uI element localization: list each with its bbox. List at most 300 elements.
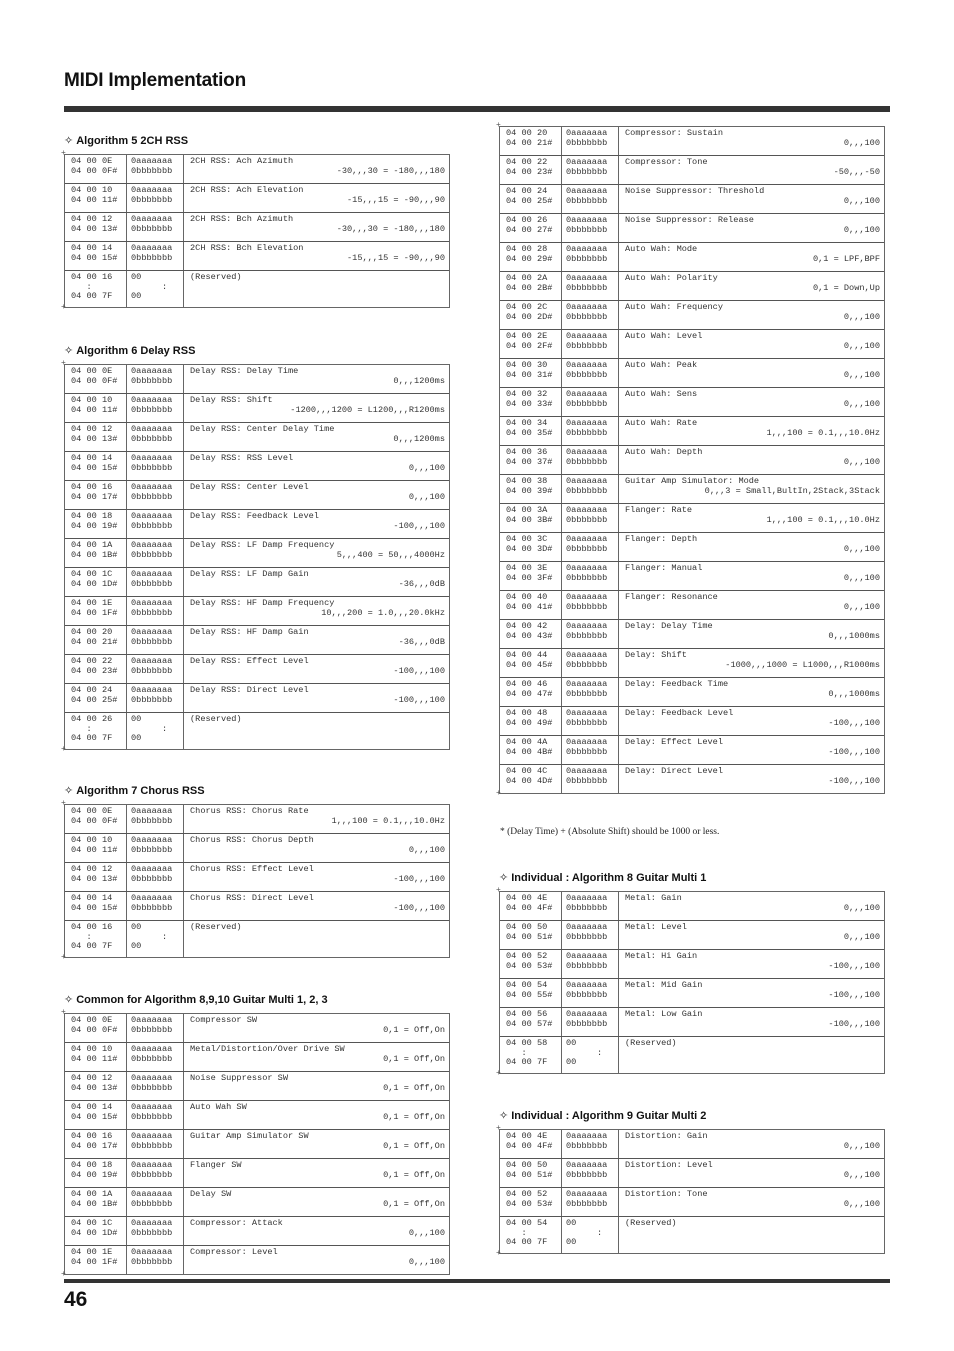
section-heading [64,993,450,1007]
parameter-name: Flanger: Resonance [625,592,718,602]
data-bits-cell: 0aaaaaaa 0bbbbbbb [127,892,184,920]
data-bits-cell: 0aaaaaaa 0bbbbbbb [562,127,619,155]
parameter-name: Delay RSS: LF Damp Frequency [190,540,335,550]
parameter-name: Noise Suppressor: Release [625,215,754,225]
data-bits-cell: 0aaaaaaa 0bbbbbbb [562,1130,619,1158]
address-cell: 04 00 3E 04 00 3F# [500,562,562,590]
description-cell [619,765,884,793]
footnote: * (Delay Time) + (Absolute Shift) should be 1000 or less. [500,827,720,837]
parameter-range: 0,,,100 [843,543,880,554]
data-bits-cell: 0aaaaaaa 0bbbbbbb [127,1188,184,1216]
data-bits-cell: 00 : 00 [127,921,184,957]
parameter-name: Distortion: Gain [625,1131,708,1141]
address-cell: 04 00 2C 04 00 2D# [500,301,562,329]
table-row [65,155,449,184]
description-cell [184,892,449,920]
parameter-range: 0,,,100 [843,572,880,583]
table-row [500,591,884,620]
parameter-range: 1,,,100 = 0.1,,,10.0Hz [766,427,880,438]
address-cell: + 04 00 0E 04 00 0F# [65,155,127,183]
description-cell [619,359,884,387]
data-bits-cell: 0aaaaaaa 0bbbbbbb [562,446,619,474]
description-cell [619,1130,884,1158]
header-rule [64,106,890,112]
address-cell: 04 00 44 04 00 45# [500,649,562,677]
table-row [500,979,884,1008]
address-cell: 04 00 58 : 04 00 7F [500,1037,562,1073]
address-cell: 04 00 1C 04 00 1D# [65,1217,127,1245]
parameter-name: Auto Wah: Peak [625,360,698,370]
data-bits-cell: 0aaaaaaa 0bbbbbbb [562,504,619,532]
description-cell [619,892,884,920]
parameter-name: Delay: Feedback Level [625,708,734,718]
parameter-range: 0,,,1200ms [393,375,445,386]
parameter-name: Delay RSS: Feedback Level [190,511,319,521]
parameter-name: Chorus RSS: Chorus Rate [190,806,309,816]
data-bits-cell: 0aaaaaaa 0bbbbbbb [562,475,619,503]
parameter-name: (Reserved) [190,714,242,724]
description-cell [184,921,449,957]
section-heading [64,784,450,798]
description-cell [619,417,884,445]
parameter-range: -36,,,0dB [398,636,445,647]
table-row [65,805,449,834]
table-row [65,655,449,684]
description-cell [184,481,449,509]
address-cell: 04 00 2E 04 00 2F# [500,330,562,358]
parameter-range: -100,,,100 [393,873,445,884]
data-bits-cell: 0aaaaaaa 0bbbbbbb [127,184,184,212]
parameter-range: -100,,,100 [828,775,880,786]
parameter-name: Delay RSS: Direct Level [190,685,309,695]
parameter-name: (Reserved) [625,1218,677,1228]
address-cell: 04 00 34 04 00 35# [500,417,562,445]
address-cell: + 04 00 20 04 00 21# [500,127,562,155]
table-row [65,892,449,921]
address-cell: 04 00 14 04 00 15# [65,452,127,480]
section-title: Algorithm 7 Chorus RSS [76,785,205,797]
table-row [500,272,884,301]
description-cell [184,365,449,393]
description-cell [184,655,449,683]
description-cell [184,1043,449,1071]
description-cell [184,834,449,862]
parameter-range: 0,1 = Off,On [383,1140,445,1151]
table-row [65,1159,449,1188]
parameter-name: (Reserved) [625,1038,677,1048]
address-cell: 04 00 12 04 00 13# [65,213,127,241]
table-row [500,649,884,678]
address-cell: 04 00 4A 04 00 4B# [500,736,562,764]
parameter-range: 1,,,100 = 0.1,,,10.0Hz [331,815,445,826]
parameter-range: 0,,,100 [843,369,880,380]
parameter-range: 0,,,100 [408,491,445,502]
address-cell: 04 00 16 : 04 00 7F [65,921,127,957]
parameter-range: 0,,,100 [843,931,880,942]
parameter-range: 0,1 = Off,On [383,1198,445,1209]
data-bits-cell: 0aaaaaaa 0bbbbbbb [562,272,619,300]
parameter-range: -100,,,100 [393,665,445,676]
parameter-table [64,154,450,308]
description-cell [619,446,884,474]
table-row [65,597,449,626]
parameter-name: Guitar Amp Simulator: Mode [625,476,760,486]
table-row [65,184,449,213]
address-cell: 04 00 48 04 00 49# [500,707,562,735]
parameter-range: -100,,,100 [393,520,445,531]
parameter-name: Flanger: Rate [625,505,693,515]
address-cell: 04 00 16 04 00 17# [65,1130,127,1158]
data-bits-cell: 0aaaaaaa 0bbbbbbb [562,950,619,978]
data-bits-cell: 00 : 00 [562,1037,619,1073]
table-row [500,156,884,185]
address-cell: 04 00 40 04 00 41# [500,591,562,619]
description-cell [619,185,884,213]
parameter-name: Delay RSS: HF Damp Gain [190,627,309,637]
parameter-range: 0,1 = Off,On [383,1053,445,1064]
description-cell [619,1037,884,1073]
address-cell: 04 00 1E 04 00 1F# [65,1246,127,1274]
table-row [500,1188,884,1217]
table-row [500,330,884,359]
address-cell: 04 00 1A 04 00 1B# [65,1188,127,1216]
description-cell [619,504,884,532]
table-row [65,1246,449,1274]
table-row [65,626,449,655]
address-cell: 04 00 28 04 00 29# [500,243,562,271]
description-cell [184,626,449,654]
address-cell: 04 00 4C 04 00 4D# [500,765,562,793]
address-cell: 04 00 20 04 00 21# [65,626,127,654]
table-row [65,242,449,271]
description-cell [619,301,884,329]
parameter-name: Delay: Shift [625,650,687,660]
address-cell: 04 00 3A 04 00 3B# [500,504,562,532]
description-cell [184,1101,449,1129]
data-bits-cell: 0aaaaaaa 0bbbbbbb [127,423,184,451]
description-cell [619,1008,884,1036]
data-bits-cell: 00 : 00 [562,1217,619,1253]
data-bits-cell: 0aaaaaaa 0bbbbbbb [127,452,184,480]
diamond-icon: ✧ [499,872,509,884]
parameter-range: 0,1 = Off,On [383,1024,445,1035]
parameter-range: 0,,,1000ms [828,630,880,641]
parameter-name: Delay RSS: Center Level [190,482,309,492]
address-cell: 04 00 32 04 00 33# [500,388,562,416]
table-row [500,214,884,243]
table-row [500,1008,884,1037]
parameter-range: 0,,,1200ms [393,433,445,444]
parameter-range: 0,,,100 [843,195,880,206]
data-bits-cell: 0aaaaaaa 0bbbbbbb [562,707,619,735]
parameter-name: 2CH RSS: Ach Azimuth [190,156,294,166]
description-cell [184,863,449,891]
parameter-range: 0,,,100 [843,311,880,322]
table-row [65,921,449,957]
parameter-name: Compressor: Attack [190,1218,283,1228]
address-cell: 04 00 38 04 00 39# [500,475,562,503]
parameter-range: -100,,,100 [828,746,880,757]
address-cell: + 04 00 4E 04 00 4F# [500,1130,562,1158]
parameter-table [64,1013,450,1275]
data-bits-cell: 0aaaaaaa 0bbbbbbb [562,1188,619,1216]
table-row [65,1130,449,1159]
parameter-name: Compressor SW [190,1015,258,1025]
parameter-range: 0,1 = Off,On [383,1169,445,1180]
parameter-range: -30,,,30 = -180,,,180 [336,165,445,176]
description-cell [184,155,449,183]
description-cell [619,562,884,590]
diamond-icon: ✧ [64,135,74,147]
parameter-name: Metal: Hi Gain [625,951,698,961]
table-row [500,388,884,417]
data-bits-cell: 0aaaaaaa 0bbbbbbb [127,242,184,270]
parameter-table [499,891,885,1074]
data-bits-cell: 0aaaaaaa 0bbbbbbb [562,979,619,1007]
parameter-range: -1000,,,1000 = L1000,,,R1000ms [725,659,880,670]
description-cell [184,510,449,538]
address-cell: + 04 00 0E 04 00 0F# [65,805,127,833]
description-cell [619,921,884,949]
address-cell: 04 00 36 04 00 37# [500,446,562,474]
table-row [65,510,449,539]
parameter-name: Delay: Effect Level [625,737,723,747]
address-cell: + 04 00 4E 04 00 4F# [500,892,562,920]
description-cell [619,127,884,155]
table-row [65,481,449,510]
parameter-range: -15,,,15 = -90,,,90 [347,252,445,263]
parameter-range: 0,1 = Down,Up [812,282,880,293]
data-bits-cell: 0aaaaaaa 0bbbbbbb [127,1072,184,1100]
section-algorithm-7 [64,784,450,958]
parameter-name: 2CH RSS: Ach Elevation [190,185,304,195]
data-bits-cell: 0aaaaaaa 0bbbbbbb [562,921,619,949]
data-bits-cell: 0aaaaaaa 0bbbbbbb [127,655,184,683]
description-cell [184,539,449,567]
address-cell: 04 00 46 04 00 47# [500,678,562,706]
parameter-range: 0,1 = Off,On [383,1082,445,1093]
address-cell: 04 00 26 04 00 27# [500,214,562,242]
description-cell [619,156,884,184]
description-cell [184,805,449,833]
section-heading [499,871,885,885]
parameter-range: -1200,,,1200 = L1200,,,R1200ms [290,404,445,415]
address-cell: 04 00 54 04 00 55# [500,979,562,1007]
parameter-table [64,804,450,958]
parameter-name: Flanger SW [190,1160,242,1170]
parameter-name: Metal: Gain [625,893,682,903]
data-bits-cell: 0aaaaaaa 0bbbbbbb [562,359,619,387]
table-row [500,504,884,533]
data-bits-cell: 0aaaaaaa 0bbbbbbb [562,417,619,445]
address-cell: 04 00 14 04 00 15# [65,1101,127,1129]
section-title: Individual : Algorithm 8 Guitar Multi 1 [511,872,707,884]
parameter-range: 0,,,100 [843,456,880,467]
section-algorithm-8 [499,871,885,1074]
address-cell: 04 00 42 04 00 43# [500,620,562,648]
parameter-name: Flanger: Depth [625,534,698,544]
table-row [500,243,884,272]
table-row [65,684,449,713]
section-title: Algorithm 5 2CH RSS [76,135,189,147]
data-bits-cell: 0aaaaaaa 0bbbbbbb [127,805,184,833]
table-row [500,446,884,475]
table-row [65,1043,449,1072]
table-row [500,533,884,562]
table-row [500,620,884,649]
address-cell: 04 00 24 04 00 25# [500,185,562,213]
section-heading [64,134,450,148]
table-row [500,417,884,446]
page-number: 46 [64,1288,88,1311]
description-cell [184,452,449,480]
diamond-icon: ✧ [499,1110,509,1122]
parameter-name: Chorus RSS: Direct Level [190,893,314,903]
parameter-name: Distortion: Tone [625,1189,708,1199]
description-cell [619,620,884,648]
address-cell: 04 00 12 04 00 13# [65,423,127,451]
data-bits-cell: 0aaaaaaa 0bbbbbbb [127,626,184,654]
data-bits-cell: 0aaaaaaa 0bbbbbbb [562,591,619,619]
parameter-range: 10,,,200 = 1.0,,,20.0kHz [321,607,445,618]
description-cell [184,1159,449,1187]
description-cell [184,1130,449,1158]
table-row [65,394,449,423]
data-bits-cell: 0aaaaaaa 0bbbbbbb [562,533,619,561]
address-cell: 04 00 12 04 00 13# [65,863,127,891]
address-cell: 04 00 22 04 00 23# [65,655,127,683]
data-bits-cell: 0aaaaaaa 0bbbbbbb [127,1043,184,1071]
description-cell [619,678,884,706]
table-row [500,127,884,156]
data-bits-cell: 0aaaaaaa 0bbbbbbb [127,1014,184,1042]
data-bits-cell: 0aaaaaaa 0bbbbbbb [127,834,184,862]
section-common-guitar-multi-continued [499,126,885,794]
data-bits-cell: 0aaaaaaa 0bbbbbbb [127,684,184,712]
description-cell [619,649,884,677]
section-heading [499,1109,885,1123]
table-row [65,452,449,481]
parameter-name: Delay RSS: Effect Level [190,656,309,666]
table-row [500,475,884,504]
parameter-range: -36,,,0dB [398,578,445,589]
data-bits-cell: 0aaaaaaa 0bbbbbbb [127,481,184,509]
address-cell: 04 00 16 : 04 00 7F [65,271,127,307]
table-row [65,1188,449,1217]
description-cell [184,713,449,749]
data-bits-cell: 0aaaaaaa 0bbbbbbb [562,185,619,213]
address-cell: 04 00 26 : 04 00 7F [65,713,127,749]
address-cell: 04 00 22 04 00 23# [500,156,562,184]
parameter-name: Auto Wah: Sens [625,389,698,399]
data-bits-cell: 0aaaaaaa 0bbbbbbb [562,620,619,648]
parameter-range: 0,,,100 [843,601,880,612]
parameter-name: Compressor: Sustain [625,128,723,138]
address-cell: 04 00 18 04 00 19# [65,1159,127,1187]
parameter-range: 0,,,100 [843,1140,880,1151]
data-bits-cell: 0aaaaaaa 0bbbbbbb [562,678,619,706]
address-cell: 04 00 50 04 00 51# [500,921,562,949]
parameter-range: 0,,,100 [843,137,880,148]
description-cell [619,707,884,735]
table-row [500,1217,884,1253]
description-cell [184,1014,449,1042]
parameter-name: Auto Wah: Depth [625,447,703,457]
table-row [65,863,449,892]
address-cell: 04 00 54 : 04 00 7F [500,1217,562,1253]
parameter-range: 0,,,100 [408,1256,445,1267]
parameter-name: (Reserved) [190,922,242,932]
parameter-name: Delay: Delay Time [625,621,713,631]
table-row [500,359,884,388]
description-cell [184,568,449,596]
parameter-range: 0,,,100 [843,1198,880,1209]
parameter-name: Guitar Amp Simulator SW [190,1131,309,1141]
parameter-name: Metal/Distortion/Over Drive SW [190,1044,345,1054]
table-row [500,1037,884,1073]
parameter-name: Delay SW [190,1189,232,1199]
data-bits-cell: 0aaaaaaa 0bbbbbbb [562,765,619,793]
data-bits-cell: 00 : 00 [127,713,184,749]
description-cell [619,330,884,358]
data-bits-cell: 0aaaaaaa 0bbbbbbb [562,1008,619,1036]
table-row [500,301,884,330]
description-cell [184,597,449,625]
table-row [65,365,449,394]
table-row [500,678,884,707]
address-cell: 04 00 10 04 00 11# [65,1043,127,1071]
parameter-range: 0,,,100 [843,1169,880,1180]
table-row [65,834,449,863]
parameter-name: Delay: Direct Level [625,766,723,776]
parameter-name: Auto Wah: Frequency [625,302,723,312]
table-row [500,892,884,921]
description-cell [619,1188,884,1216]
data-bits-cell: 0aaaaaaa 0bbbbbbb [127,863,184,891]
table-row [65,423,449,452]
address-cell: 04 00 18 04 00 19# [65,510,127,538]
address-cell: 04 00 10 04 00 11# [65,834,127,862]
parameter-name: Compressor: Tone [625,157,708,167]
table-row [65,539,449,568]
parameter-name: Flanger: Manual [625,563,703,573]
description-cell [184,1246,449,1274]
parameter-name: Delay RSS: Shift [190,395,273,405]
table-row [500,707,884,736]
parameter-name: Compressor: Level [190,1247,278,1257]
data-bits-cell: 0aaaaaaa 0bbbbbbb [127,1159,184,1187]
table-row [65,1101,449,1130]
section-algorithm-5 [64,134,450,308]
diamond-icon: ✧ [64,994,74,1006]
table-row [65,271,449,307]
description-cell [619,1159,884,1187]
parameter-name: Delay RSS: RSS Level [190,453,294,463]
address-cell: 04 00 52 04 00 53# [500,950,562,978]
data-bits-cell: 0aaaaaaa 0bbbbbbb [562,388,619,416]
data-bits-cell: 0aaaaaaa 0bbbbbbb [127,1130,184,1158]
data-bits-cell: 0aaaaaaa 0bbbbbbb [562,156,619,184]
address-cell: 04 00 12 04 00 13# [65,1072,127,1100]
parameter-range: 0,,,100 [408,1227,445,1238]
data-bits-cell: 0aaaaaaa 0bbbbbbb [562,892,619,920]
section-algorithm-6 [64,344,450,750]
parameter-range: 0,,,3 = Small,BultIn,2Stack,3Stack [704,485,880,496]
parameter-range: -100,,,100 [828,960,880,971]
description-cell [184,1188,449,1216]
data-bits-cell: 0aaaaaaa 0bbbbbbb [562,214,619,242]
address-cell: 04 00 14 04 00 15# [65,892,127,920]
